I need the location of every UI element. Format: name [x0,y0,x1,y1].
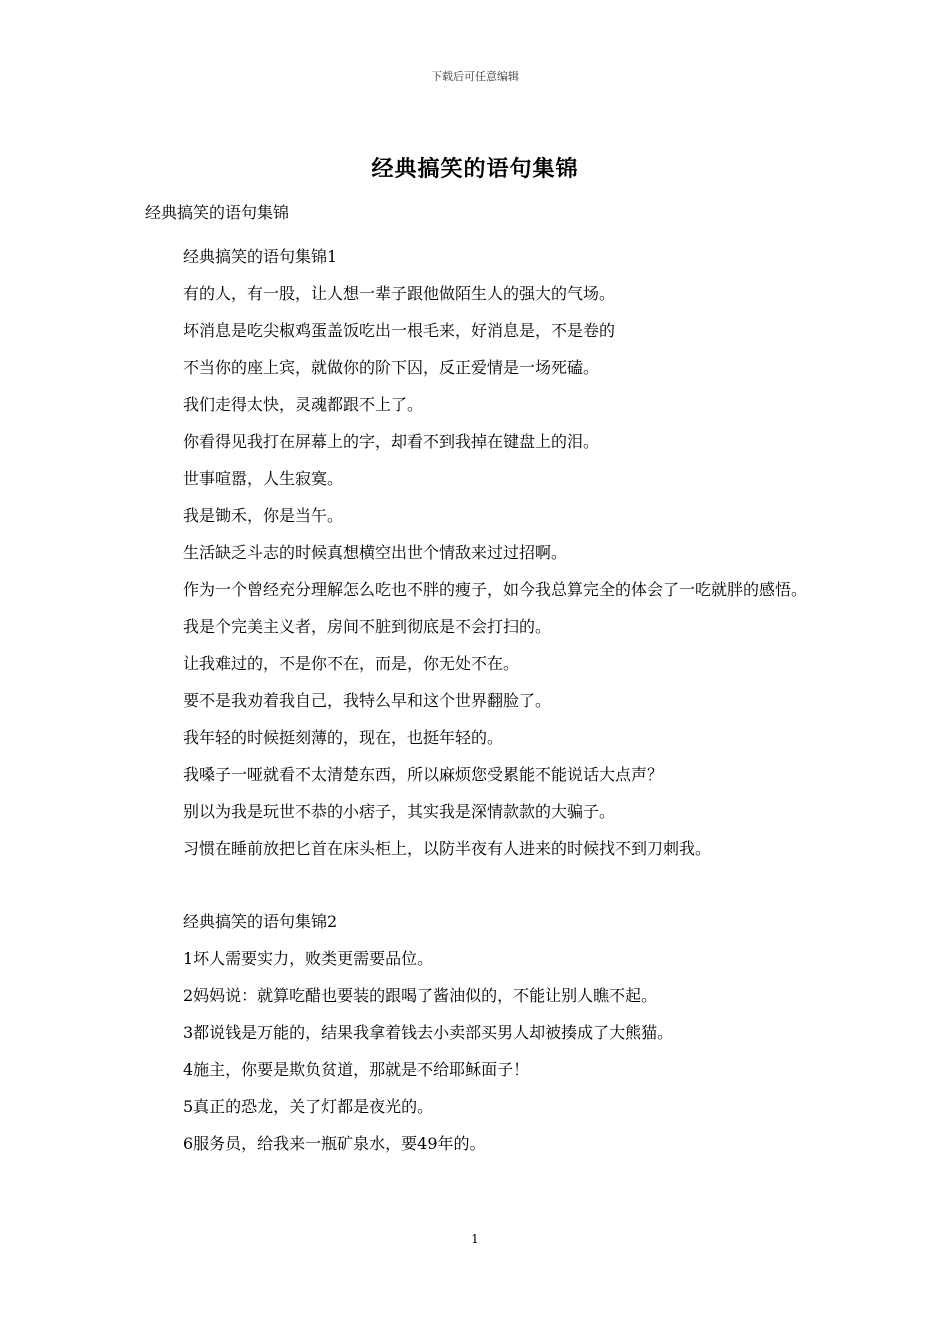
paragraph: 坏消息是吃尖椒鸡蛋盖饭吃出一根毛来，好消息是，不是卷的 [183,321,616,340]
paragraph: 你看得见我打在屏幕上的字，却看不到我掉在键盘上的泪。 [183,432,600,451]
section-spacer [145,867,825,903]
section-heading: 经典搞笑的语句集锦1 [183,247,338,266]
document-subtitle: 经典搞笑的语句集锦 [145,203,290,222]
paragraph: 我们走得太快，灵魂都跟不上了。 [183,395,424,414]
paragraph: 3都说钱是万能的，结果我拿着钱去小卖部买男人却被揍成了大熊猫。 [183,1023,674,1042]
paragraph: 习惯在睡前放把匕首在床头柜上，以防半夜有人进来的时候找不到刀刺我。 [183,839,712,858]
paragraph: 我嗓子一哑就看不太清楚东西，所以麻烦您受累能不能说话大点声？ [183,765,664,784]
paragraph: 我是锄禾，你是当午。 [183,506,344,525]
paragraph: 别以为我是玩世不恭的小痞子，其实我是深情款款的大骗子。 [183,802,616,821]
paragraph: 我是个完美主义者，房间不脏到彻底是不会打扫的。 [183,617,552,636]
paragraph: 要不是我劝着我自己，我特么早和这个世界翻脸了。 [183,691,552,710]
page-number: 1 [471,1232,479,1246]
paragraph: 不当你的座上宾，就做你的阶下囚，反正爱情是一场死磕。 [183,358,600,377]
paragraph: 2妈妈说：就算吃醋也要装的跟喝了酱油似的，不能让别人瞧不起。 [183,986,658,1005]
paragraph: 5真正的恐龙，关了灯都是夜光的。 [183,1097,434,1116]
section-heading: 经典搞笑的语句集锦2 [183,912,338,931]
header-note: 下载后可任意编辑 [431,70,519,83]
paragraph: 有的人，有一股，让人想一辈子跟他做陌生人的强大的气场。 [183,284,616,303]
paragraph: 1坏人需要实力，败类更需要品位。 [183,949,434,968]
document-title: 经典搞笑的语句集锦 [371,156,579,182]
paragraph: 6服务员，给我来一瓶矿泉水，要49年的。 [183,1134,486,1153]
document-body [145,238,825,1162]
paragraph: 4施主，你要是欺负贫道，那就是不给耶稣面子！ [183,1060,530,1079]
paragraph: 世事喧嚣，人生寂寞。 [183,469,344,488]
paragraph: 生活缺乏斗志的时候真想横空出世个情敌来过过招啊。 [183,543,568,562]
paragraph: 让我难过的，不是你不在，而是，你无处不在。 [183,654,520,673]
paragraph: 作为一个曾经充分理解怎么吃也不胖的瘦子，如今我总算完全的体会了一吃就胖的感悟。 [183,580,808,599]
paragraph: 我年轻的时候挺刻薄的，现在，也挺年轻的。 [183,728,504,747]
